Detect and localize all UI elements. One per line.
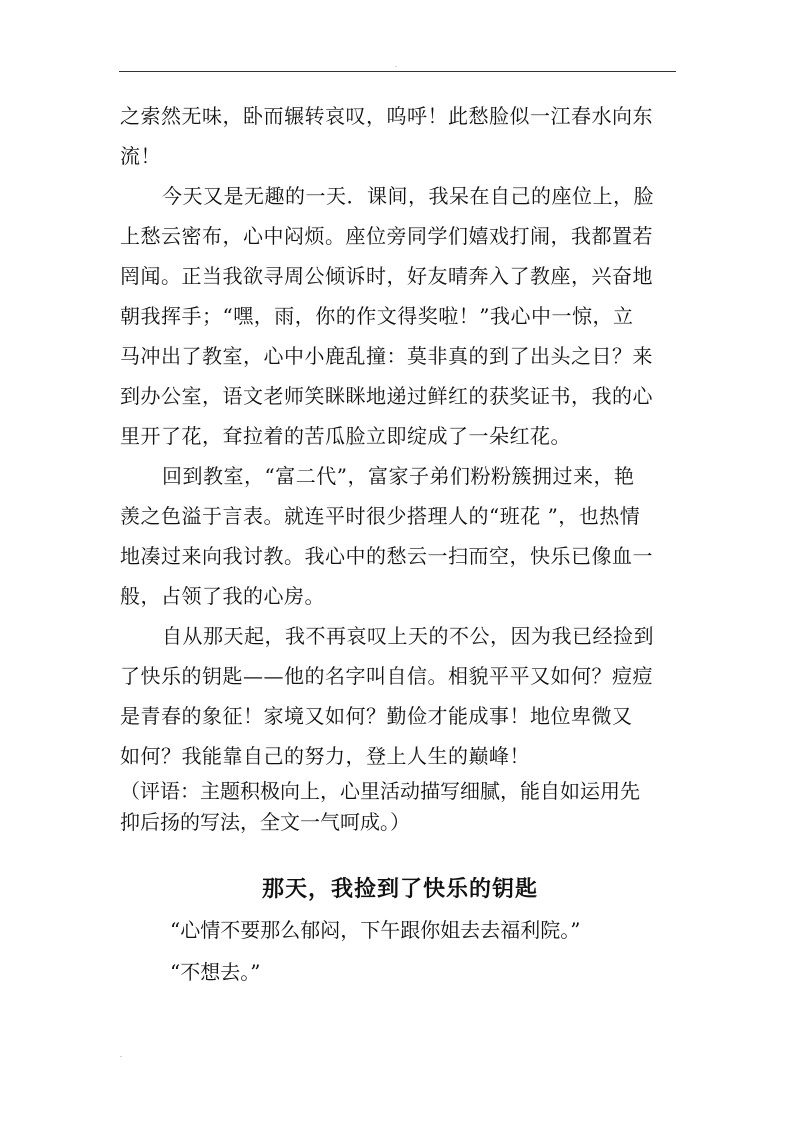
text-line: 自从那天起，我不再哀叹上天的不公，因为我已经捡到 xyxy=(162,624,654,648)
text-line: 是青春的象征！家境又如何？勤俭才能成事！地位卑微又 xyxy=(120,704,633,728)
text-line: 上愁云密布，心中闷烦。座位旁同学们嬉戏打闹，我都置若 xyxy=(120,224,653,248)
text-line: 回到教室，“富二代”，富家子弟们粉粉簇拥过来，艳 xyxy=(162,464,635,488)
text-line: 到办公室，语文老师笑眯眯地递过鲜红的获奖证书，我的心 xyxy=(120,384,653,408)
text-line: 地凑过来向我讨教。我心中的愁云一扫而空，快乐已像血一 xyxy=(120,544,653,568)
text-line: 流！ xyxy=(120,144,161,168)
dialogue xyxy=(120,909,680,993)
text-line: 羡之色溢于言表。就连平时很少搭理人的“班花 ”，也热情 xyxy=(120,504,641,528)
paragraph-4 xyxy=(120,616,680,776)
dialogue-line: “心情不要那么郁闷，下午跟你姐去去福利院。” xyxy=(170,918,581,942)
text-line: 般，占领了我的心房。 xyxy=(120,584,325,608)
paragraph-2 xyxy=(120,176,680,456)
text-line: 了快乐的钥匙——他的名字叫自信。相貌平平又如何？痘痘 xyxy=(120,664,653,688)
comment-line: 抑后扬的写法，全文一气呵成。） xyxy=(120,810,410,834)
dialogue-line: “不想去。” xyxy=(170,960,261,984)
teacher-comment xyxy=(120,776,680,838)
text-line: 里开了花，耷拉着的苦瓜脸立即绽成了一朵红花。 xyxy=(120,424,571,448)
text-line: 今天又是无趣的一天．课间，我呆在自己的座位上，脸 xyxy=(162,184,654,208)
header-mark: . xyxy=(395,62,397,69)
text-line: 罔闻。正当我欲寻周公倾诉时，好友晴奔入了教座，兴奋地 xyxy=(120,264,653,288)
text-line: 之索然无味，卧而辗转哀叹，呜呼！此愁脸似一江春水向东 xyxy=(120,104,653,128)
document-body xyxy=(120,96,680,993)
text-line: 朝我挥手；“嘿，雨，你的作文得奖啦！”我心中一惊，立 xyxy=(120,304,634,328)
paragraph-1 xyxy=(120,96,680,176)
text-line: 马冲出了教室，心中小鹿乱撞：莫非真的到了出头之日？来 xyxy=(120,344,653,368)
text-line: 如何？我能靠自己的努力，登上人生的巅峰！ xyxy=(120,744,530,768)
comment-line: （评语：主题积极向上，心里活动描写细腻，能自如运用先 xyxy=(120,779,640,803)
header-rule xyxy=(119,71,676,72)
paragraph-3 xyxy=(120,456,680,616)
essay-title: 那天，我捡到了快乐的钥匙 xyxy=(261,876,538,902)
footer-mark: . xyxy=(120,1052,122,1059)
